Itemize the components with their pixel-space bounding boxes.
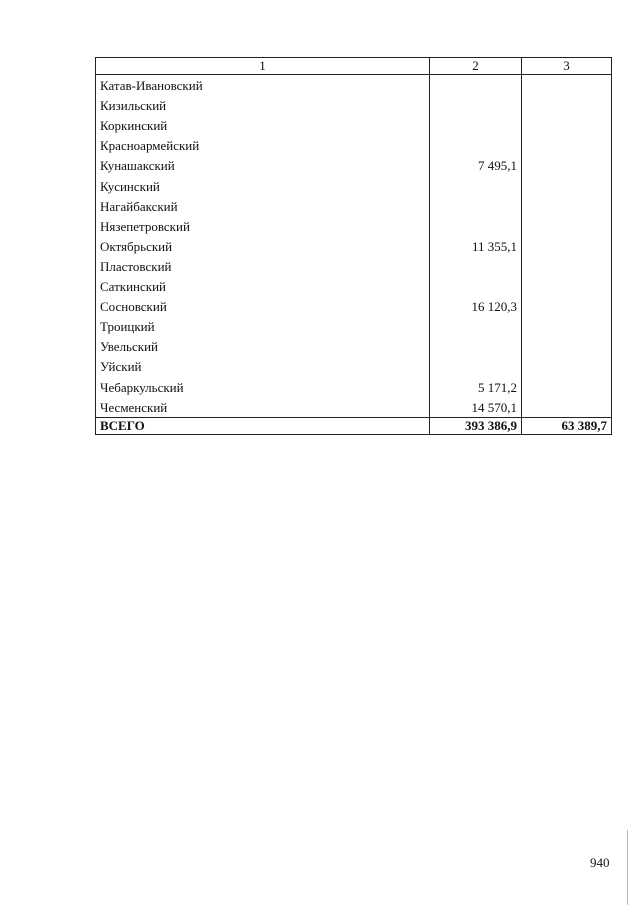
row-col-2: [430, 356, 522, 376]
row-col-3: [522, 135, 612, 155]
row-col-3: [522, 296, 612, 316]
table-row: [96, 75, 612, 96]
row-col-3: [522, 216, 612, 236]
total-label: ВСЕГО: [96, 417, 430, 434]
table-row: [96, 376, 612, 396]
header-col-3: 3: [522, 58, 612, 75]
row-name: Увельский: [96, 336, 430, 356]
row-name: Троицкий: [96, 316, 430, 336]
row-col-3: [522, 196, 612, 216]
row-col-3: [522, 236, 612, 256]
table-row: [96, 196, 612, 216]
header-col-2: 2: [430, 58, 522, 75]
row-name: Кизильский: [96, 95, 430, 115]
row-col-2: [430, 316, 522, 336]
row-col-2: 14 570,1: [430, 397, 522, 418]
table-row: [96, 95, 612, 115]
row-name: Сосновский: [96, 296, 430, 316]
header-row: [96, 58, 612, 75]
table-row: [96, 155, 612, 175]
row-name: Нязепетровский: [96, 216, 430, 236]
row-col-2: [430, 75, 522, 96]
row-col-2: [430, 196, 522, 216]
total-row: [96, 417, 612, 434]
row-col-2: [430, 175, 522, 195]
row-col-2: [430, 336, 522, 356]
total-col-2: 393 386,9: [430, 417, 522, 434]
row-col-2: 11 355,1: [430, 236, 522, 256]
table-row: [96, 135, 612, 155]
table-row: [96, 316, 612, 336]
row-name: Саткинский: [96, 276, 430, 296]
row-name: Нагайбакский: [96, 196, 430, 216]
data-table: [95, 57, 612, 435]
row-col-2: [430, 115, 522, 135]
table-row: [96, 216, 612, 236]
row-col-3: [522, 356, 612, 376]
page-number: 940: [590, 855, 610, 870]
table-row: [96, 276, 612, 296]
row-name: Чесменский: [96, 397, 430, 418]
row-name: Пластовский: [96, 256, 430, 276]
row-col-3: [522, 115, 612, 135]
row-name: Октябрьский: [96, 236, 430, 256]
table-row: [96, 397, 612, 418]
row-col-2: [430, 135, 522, 155]
row-col-3: [522, 75, 612, 96]
row-col-2: 16 120,3: [430, 296, 522, 316]
row-col-3: [522, 175, 612, 195]
row-col-2: [430, 216, 522, 236]
table-row: [96, 175, 612, 195]
row-name: Чебаркульский: [96, 376, 430, 396]
row-name: Красноармейский: [96, 135, 430, 155]
table-row: [96, 256, 612, 276]
row-col-3: [522, 256, 612, 276]
total-col-3: 63 389,7: [522, 417, 612, 434]
row-col-3: [522, 276, 612, 296]
row-name: Кусинский: [96, 175, 430, 195]
row-col-3: [522, 376, 612, 396]
row-col-2: 5 171,2: [430, 376, 522, 396]
table-row: [96, 336, 612, 356]
row-col-2: [430, 95, 522, 115]
table-row: [96, 236, 612, 256]
row-col-2: [430, 276, 522, 296]
header-col-1: 1: [96, 58, 430, 75]
row-name: Коркинский: [96, 115, 430, 135]
row-col-3: [522, 155, 612, 175]
table-row: [96, 296, 612, 316]
table-body: [96, 75, 612, 435]
row-col-3: [522, 397, 612, 418]
row-col-2: [430, 256, 522, 276]
row-col-2: 7 495,1: [430, 155, 522, 175]
scan-edge-line: [627, 830, 628, 905]
row-name: Кунашакский: [96, 155, 430, 175]
row-col-3: [522, 95, 612, 115]
table-row: [96, 356, 612, 376]
row-col-3: [522, 316, 612, 336]
table-row: [96, 115, 612, 135]
row-col-3: [522, 336, 612, 356]
row-name: Катав-Ивановский: [96, 75, 430, 96]
row-name: Уйский: [96, 356, 430, 376]
